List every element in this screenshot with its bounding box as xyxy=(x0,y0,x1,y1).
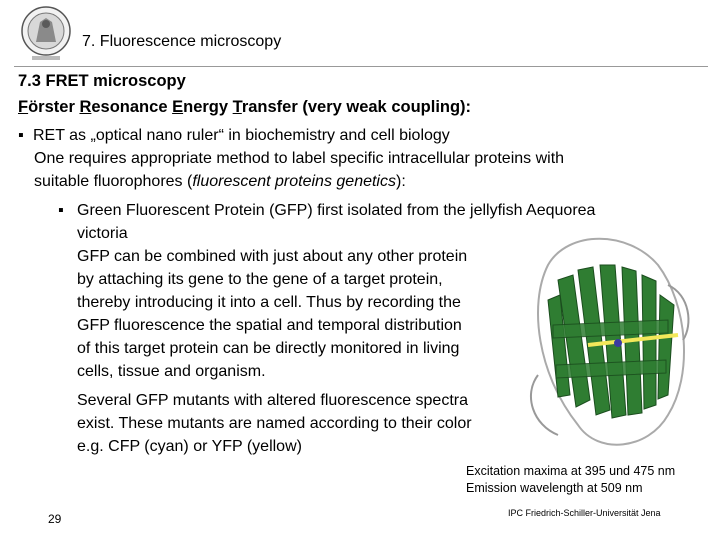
subtitle-letter-r: R xyxy=(79,98,92,116)
line3-italic: fluorescent proteins genetics xyxy=(192,173,396,190)
mutants-line: e.g. CFP (cyan) or YFP (yellow) xyxy=(77,438,302,455)
footer-institution: IPC Friedrich-Schiller-Universität Jena xyxy=(508,508,661,518)
mutants-line: Several GFP mutants with altered fluorescence spectra xyxy=(77,392,468,409)
header-divider xyxy=(14,66,708,67)
gfp-line: cells, tissue and organism. xyxy=(77,363,266,380)
subtitle-letter-e: E xyxy=(172,98,184,116)
page-number: 29 xyxy=(48,512,62,526)
subtitle-text: nergy xyxy=(183,98,233,116)
subtitle-text: örster xyxy=(28,98,80,116)
subtitle-text: ransfer (very weak coupling): xyxy=(241,98,472,116)
mutants-line: exist. These mutants are named according to their color xyxy=(77,415,472,432)
bullet-ret-line3 xyxy=(18,170,668,193)
gfp-line: by attaching its gene to the gene of a target protein, xyxy=(77,271,443,288)
bullet-ret-line1: RET as „optical nano ruler“ in biochemistry and cell biology xyxy=(33,127,450,144)
subtitle-letter-f: F xyxy=(18,98,29,116)
gfp-line: Green Fluorescent Protein (GFP) first isolated from the jellyfish Aequorea xyxy=(77,202,596,219)
gfp-line: victoria xyxy=(77,225,128,242)
gfp-line: of this target protein can be directly monitored in living xyxy=(77,340,460,357)
gfp-line: GFP fluorescence the spatial and temporal distribution xyxy=(77,317,462,334)
spectra-caption xyxy=(466,463,675,497)
header-title: 7. Fluorescence microscopy xyxy=(82,33,282,50)
square-bullet-icon: ▪ xyxy=(18,127,24,144)
subtitle xyxy=(18,98,471,117)
subtitle-text: esonance xyxy=(91,98,173,116)
caption-excitation: Excitation maxima at 395 und 475 nm xyxy=(466,464,676,478)
square-bullet-icon: ▪ xyxy=(58,202,64,219)
caption-emission: Emission wavelength at 509 nm xyxy=(466,481,643,495)
university-seal-logo xyxy=(18,4,74,62)
bullet-ret-line2: One requires appropriate method to label specific intracellular proteins with xyxy=(34,150,565,167)
bullet-ret xyxy=(18,124,668,193)
line3-start: suitable fluorophores ( xyxy=(34,173,193,190)
gfp-line: GFP can be combined with just about any other protein xyxy=(77,248,468,265)
gfp-protein-image xyxy=(518,225,698,465)
subtitle-letter-t: T xyxy=(232,98,242,116)
mutants-paragraph xyxy=(77,389,547,458)
section-title: 7.3 FRET microscopy xyxy=(18,72,186,90)
gfp-line: thereby introducing it into a cell. Thus by recording the xyxy=(77,294,461,311)
line3-end: ): xyxy=(395,173,406,190)
